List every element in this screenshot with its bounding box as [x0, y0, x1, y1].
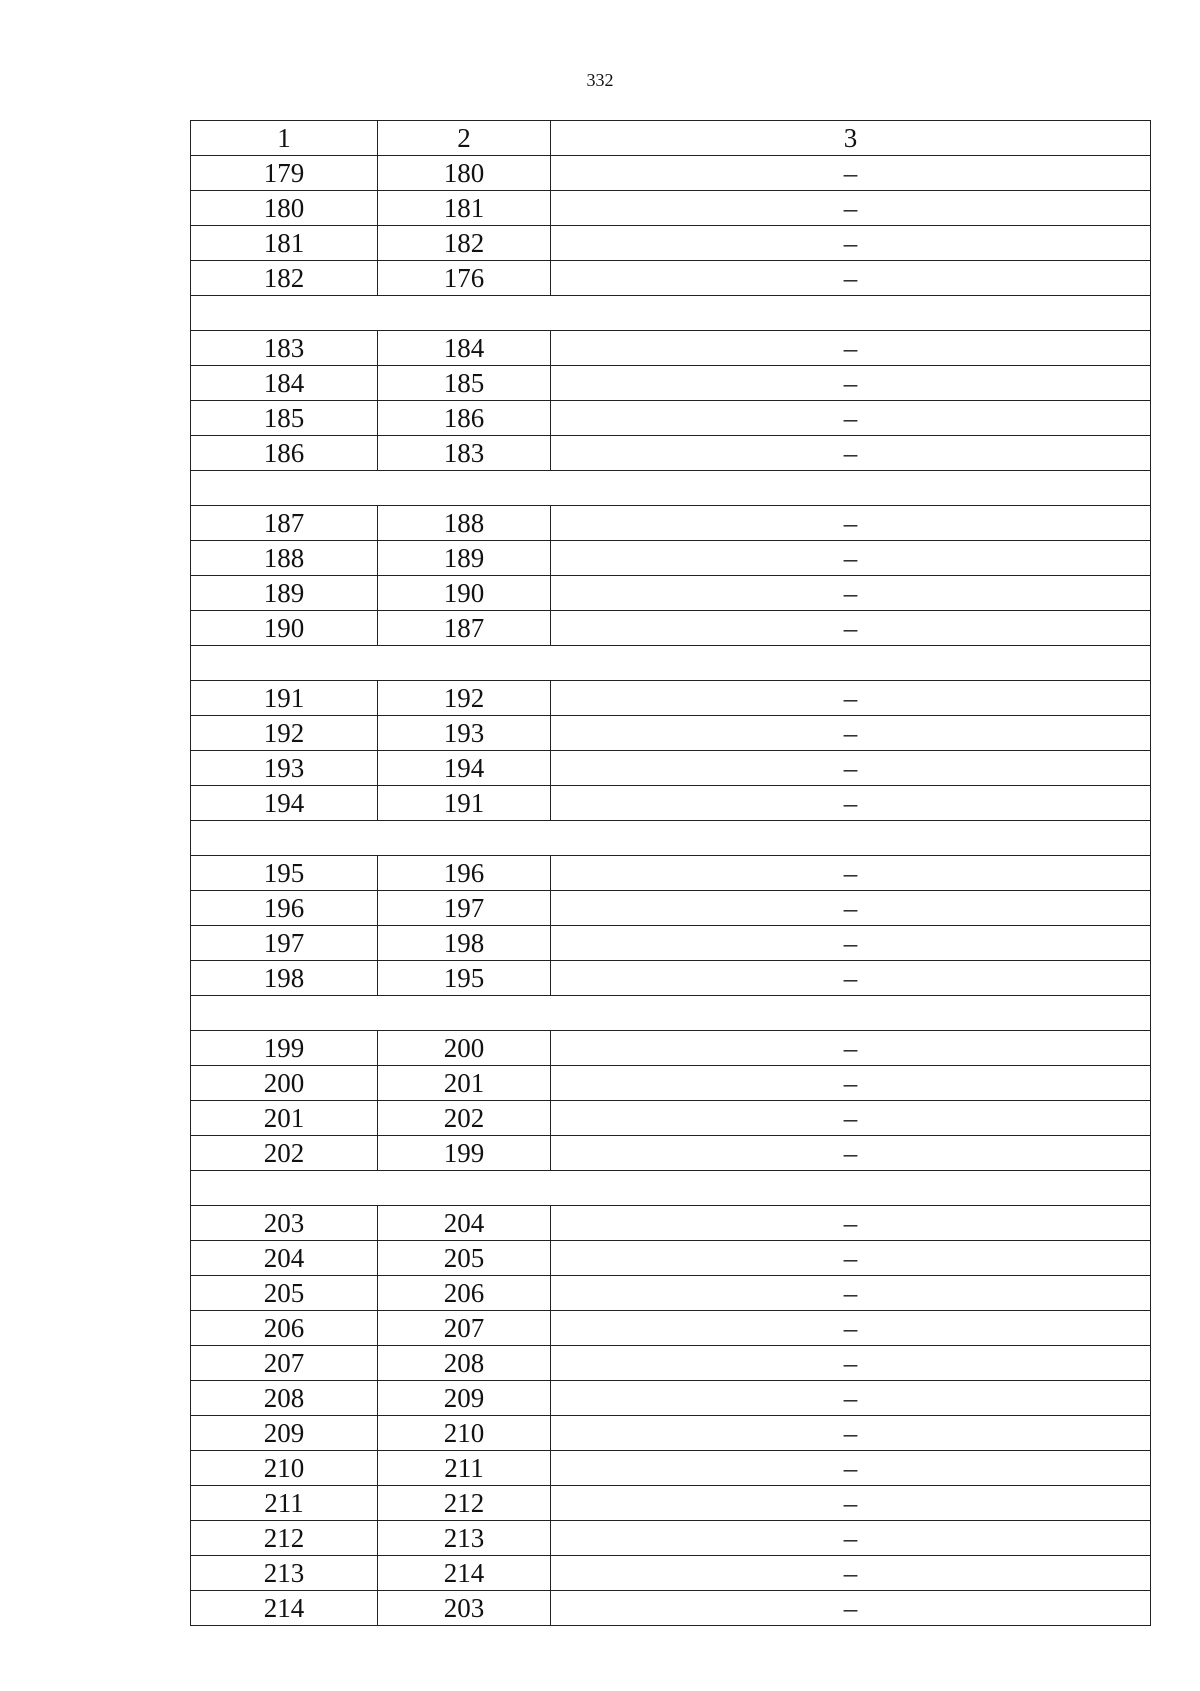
table-cell-col1: 186	[191, 436, 378, 471]
table-row	[191, 366, 1151, 401]
separator-cell	[191, 1171, 1151, 1206]
separator-cell	[191, 471, 1151, 506]
table-cell-col2: 196	[378, 856, 551, 891]
table-cell-col1: 184	[191, 366, 378, 401]
table-cell-col2: 190	[378, 576, 551, 611]
table-row	[191, 1381, 1151, 1416]
table-cell-col2: 193	[378, 716, 551, 751]
table-cell-col1: 197	[191, 926, 378, 961]
table-row	[191, 611, 1151, 646]
table-cell-col2: 176	[378, 261, 551, 296]
table-cell-col2: 189	[378, 541, 551, 576]
table-row	[191, 1416, 1151, 1451]
table-cell-col3: –	[551, 1591, 1151, 1626]
page-number: 332	[586, 70, 614, 90]
table-cell-col1: 207	[191, 1346, 378, 1381]
table-cell-col2: 203	[378, 1591, 551, 1626]
table-cell-col3: –	[551, 401, 1151, 436]
table-cell-col1: 188	[191, 541, 378, 576]
table-cell-col1: 210	[191, 1451, 378, 1486]
table-cell-col2: 207	[378, 1311, 551, 1346]
table-cell-col2: 180	[378, 156, 551, 191]
table-row	[191, 1066, 1151, 1101]
table-cell-col1: 194	[191, 786, 378, 821]
table-row	[191, 331, 1151, 366]
table-row	[191, 191, 1151, 226]
table-cell-col1: 202	[191, 1136, 378, 1171]
group-separator-row	[191, 471, 1151, 506]
table-cell-col3: –	[551, 1066, 1151, 1101]
table-cell-col1: 203	[191, 1206, 378, 1241]
data-table	[190, 120, 1151, 1626]
table-body	[191, 121, 1151, 1626]
table-cell-col1: 201	[191, 1101, 378, 1136]
table-cell-col2: 202	[378, 1101, 551, 1136]
group-separator-row	[191, 821, 1151, 856]
table-cell-col3: –	[551, 156, 1151, 191]
table-cell-col1: 187	[191, 506, 378, 541]
group-separator-row	[191, 296, 1151, 331]
table-cell-col2: 201	[378, 1066, 551, 1101]
table-row	[191, 751, 1151, 786]
table-cell-col3: –	[551, 436, 1151, 471]
table-cell-col1: 182	[191, 261, 378, 296]
table-cell-col2: 192	[378, 681, 551, 716]
table-cell-col3: –	[551, 191, 1151, 226]
table-cell-col3: –	[551, 1241, 1151, 1276]
table-row	[191, 1276, 1151, 1311]
table-cell-col2: 184	[378, 331, 551, 366]
table-row	[191, 856, 1151, 891]
table-cell-col2: 206	[378, 1276, 551, 1311]
table-cell-col1: 179	[191, 156, 378, 191]
table-cell-col1: 209	[191, 1416, 378, 1451]
table-cell-col1: 195	[191, 856, 378, 891]
header-cell-3: 3	[551, 121, 1151, 156]
table-row	[191, 1591, 1151, 1626]
table-cell-col3: –	[551, 261, 1151, 296]
table-row	[191, 786, 1151, 821]
table-row	[191, 1136, 1151, 1171]
table-cell-col1: 192	[191, 716, 378, 751]
separator-cell	[191, 996, 1151, 1031]
table-cell-col1: 185	[191, 401, 378, 436]
table-row	[191, 226, 1151, 261]
table-cell-col3: –	[551, 1451, 1151, 1486]
table-row	[191, 1486, 1151, 1521]
table-cell-col2: 183	[378, 436, 551, 471]
table-cell-col2: 188	[378, 506, 551, 541]
table-row	[191, 891, 1151, 926]
table-cell-col3: –	[551, 1381, 1151, 1416]
table-cell-col1: 183	[191, 331, 378, 366]
separator-cell	[191, 821, 1151, 856]
table-cell-col2: 210	[378, 1416, 551, 1451]
table-cell-col3: –	[551, 891, 1151, 926]
table-cell-col2: 197	[378, 891, 551, 926]
table-cell-col2: 208	[378, 1346, 551, 1381]
table-cell-col1: 181	[191, 226, 378, 261]
table-cell-col3: –	[551, 1311, 1151, 1346]
table-cell-col3: –	[551, 366, 1151, 401]
table-cell-col1: 191	[191, 681, 378, 716]
header-cell-1: 1	[191, 121, 378, 156]
table-cell-col1: 208	[191, 1381, 378, 1416]
separator-cell	[191, 646, 1151, 681]
table-cell-col3: –	[551, 1031, 1151, 1066]
table-cell-col1: 200	[191, 1066, 378, 1101]
table-row	[191, 1521, 1151, 1556]
table-cell-col3: –	[551, 1521, 1151, 1556]
table-cell-col3: –	[551, 1276, 1151, 1311]
table-row	[191, 1101, 1151, 1136]
table-cell-col3: –	[551, 576, 1151, 611]
table-cell-col1: 199	[191, 1031, 378, 1066]
table-row	[191, 1031, 1151, 1066]
table-row	[191, 716, 1151, 751]
table-cell-col2: 204	[378, 1206, 551, 1241]
table-cell-col2: 195	[378, 961, 551, 996]
table-cell-col3: –	[551, 331, 1151, 366]
table-cell-col1: 206	[191, 1311, 378, 1346]
table-cell-col3: –	[551, 1346, 1151, 1381]
table-cell-col2: 212	[378, 1486, 551, 1521]
table-row	[191, 926, 1151, 961]
table-row	[191, 156, 1151, 191]
table-cell-col2: 185	[378, 366, 551, 401]
table-cell-col2: 213	[378, 1521, 551, 1556]
table-cell-col3: –	[551, 1136, 1151, 1171]
group-separator-row	[191, 1171, 1151, 1206]
header-cell-2: 2	[378, 121, 551, 156]
table-cell-col3: –	[551, 611, 1151, 646]
table-row	[191, 506, 1151, 541]
table-cell-col3: –	[551, 961, 1151, 996]
table-cell-col1: 212	[191, 1521, 378, 1556]
table-cell-col3: –	[551, 1556, 1151, 1591]
table-cell-col2: 186	[378, 401, 551, 436]
header-row	[191, 121, 1151, 156]
table-cell-col2: 200	[378, 1031, 551, 1066]
table-cell-col2: 205	[378, 1241, 551, 1276]
separator-cell	[191, 296, 1151, 331]
table-cell-col3: –	[551, 1101, 1151, 1136]
table-row	[191, 1556, 1151, 1591]
table-cell-col3: –	[551, 926, 1151, 961]
table-row	[191, 436, 1151, 471]
table-cell-col1: 211	[191, 1486, 378, 1521]
table-row	[191, 1311, 1151, 1346]
table-row	[191, 1241, 1151, 1276]
table-cell-col3: –	[551, 786, 1151, 821]
table-cell-col1: 198	[191, 961, 378, 996]
table-row	[191, 261, 1151, 296]
table-cell-col3: –	[551, 506, 1151, 541]
table-cell-col3: –	[551, 1486, 1151, 1521]
group-separator-row	[191, 996, 1151, 1031]
table-cell-col3: –	[551, 716, 1151, 751]
table-cell-col3: –	[551, 226, 1151, 261]
table-cell-col3: –	[551, 1206, 1151, 1241]
table-cell-col2: 182	[378, 226, 551, 261]
table-cell-col2: 187	[378, 611, 551, 646]
table-row	[191, 961, 1151, 996]
table-cell-col3: –	[551, 681, 1151, 716]
table-row	[191, 576, 1151, 611]
table-cell-col1: 196	[191, 891, 378, 926]
group-separator-row	[191, 646, 1151, 681]
table-cell-col2: 214	[378, 1556, 551, 1591]
table-cell-col3: –	[551, 856, 1151, 891]
table-row	[191, 1451, 1151, 1486]
table-cell-col2: 191	[378, 786, 551, 821]
table-row	[191, 401, 1151, 436]
table-cell-col3: –	[551, 541, 1151, 576]
table-cell-col1: 189	[191, 576, 378, 611]
table-cell-col2: 198	[378, 926, 551, 961]
table-cell-col1: 213	[191, 1556, 378, 1591]
table-cell-col3: –	[551, 751, 1151, 786]
table-cell-col1: 190	[191, 611, 378, 646]
table-row	[191, 1206, 1151, 1241]
table-row	[191, 541, 1151, 576]
table-cell-col1: 214	[191, 1591, 378, 1626]
table-cell-col2: 194	[378, 751, 551, 786]
table-cell-col1: 193	[191, 751, 378, 786]
table-cell-col1: 204	[191, 1241, 378, 1276]
table-row	[191, 1346, 1151, 1381]
table-cell-col2: 209	[378, 1381, 551, 1416]
table-cell-col1: 180	[191, 191, 378, 226]
table-cell-col2: 211	[378, 1451, 551, 1486]
table-cell-col2: 181	[378, 191, 551, 226]
table-cell-col2: 199	[378, 1136, 551, 1171]
table-row	[191, 681, 1151, 716]
table-cell-col1: 205	[191, 1276, 378, 1311]
table-cell-col3: –	[551, 1416, 1151, 1451]
